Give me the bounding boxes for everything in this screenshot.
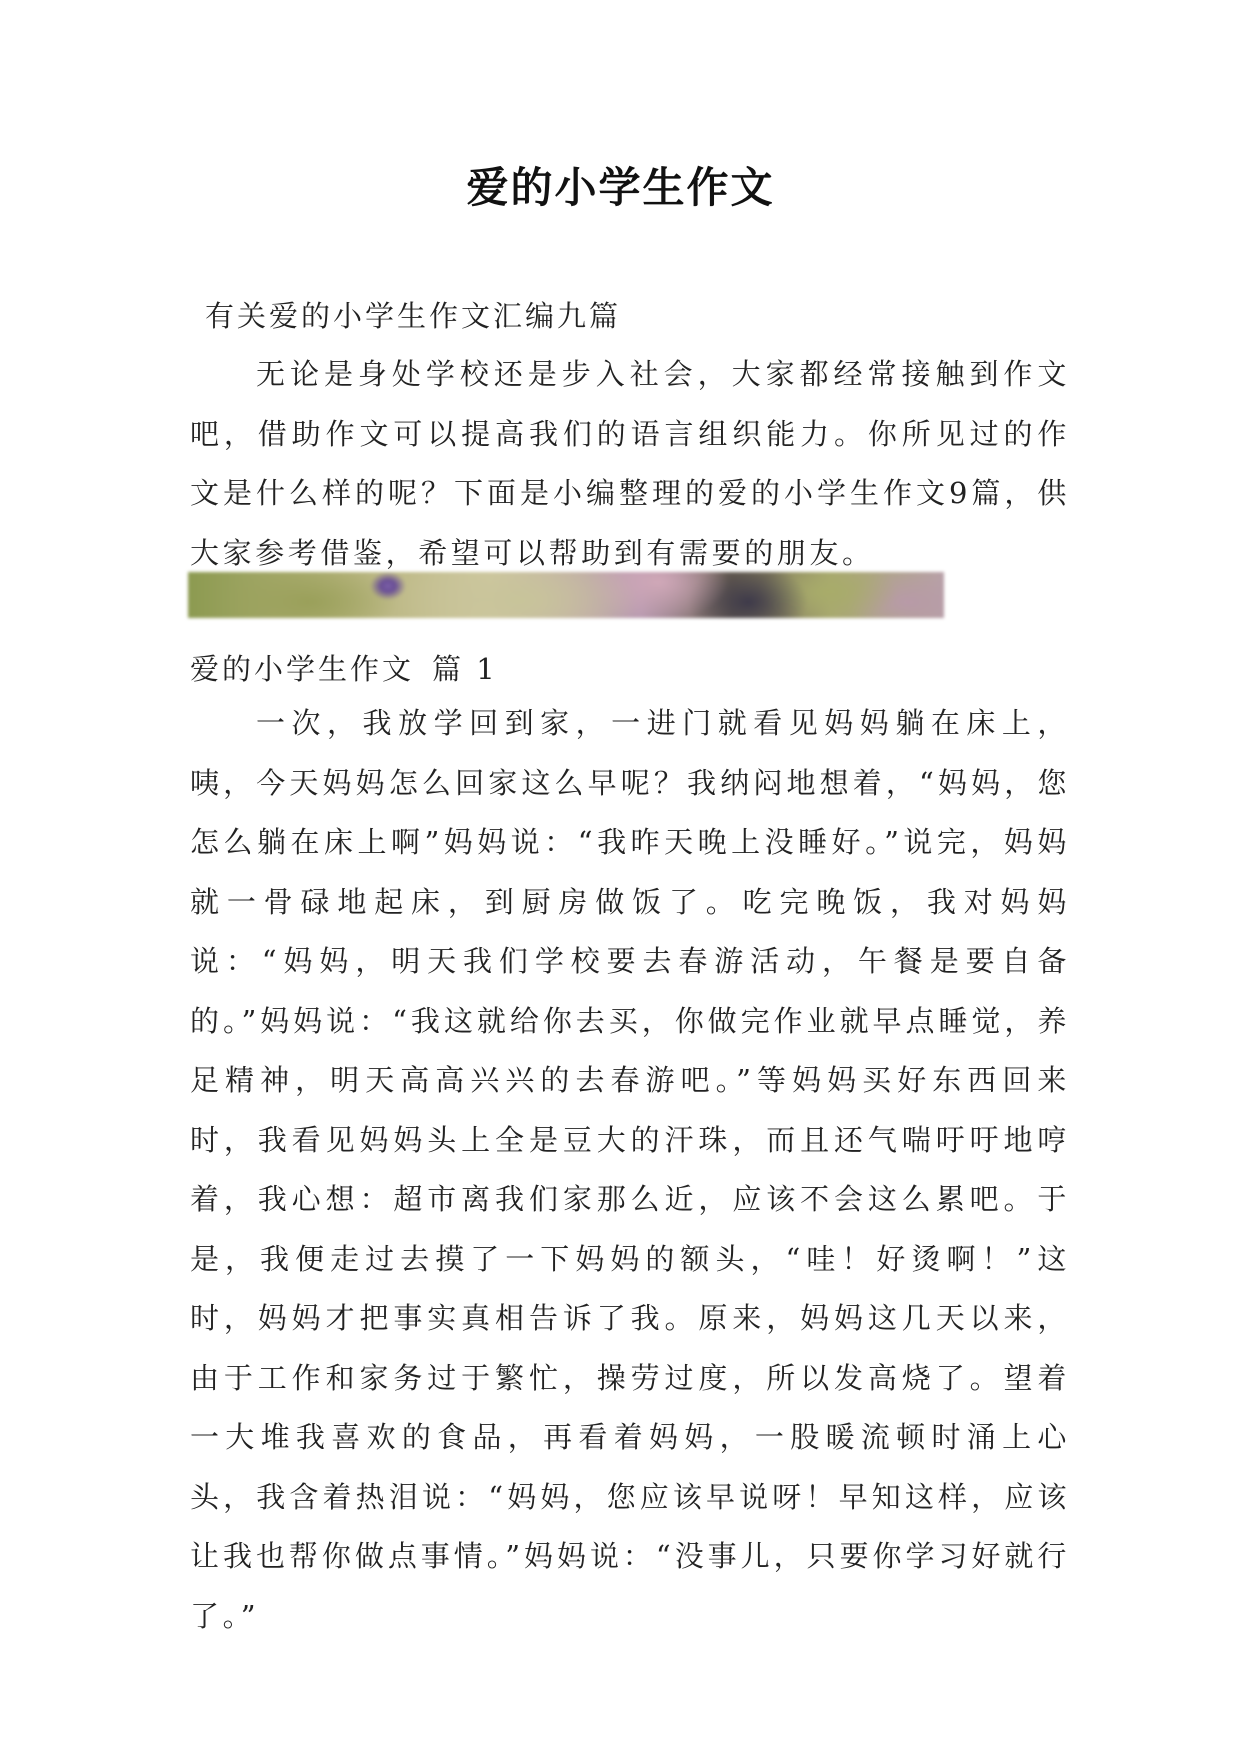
intro-paragraph: 无论是身处学校还是步入社会，大家都经常接触到作文吧，借助作文可以提高我们的语言组织能力。你所见过的作文是什么样的呢？下面是小编整理的爱的小学生作文9篇，供大家参考借鉴，希望可以帮助到有需要的朋友。	[190, 357, 1070, 570]
section-heading-number: 篇 1	[432, 652, 498, 686]
document-title: 爱的小学生作文	[466, 163, 775, 212]
document-subtitle: 有关爱的小学生作文汇编九篇	[205, 299, 622, 333]
section-heading	[190, 647, 498, 688]
section-body-paragraph: 一次，我放学回到家，一进门就看见妈妈躺在床上，咦，今天妈妈怎么回家这么早呢？我纳闷地想着，“妈妈，您怎么躺在床上啊”妈妈说：“我昨天晚上没睡好。”说完，妈妈就一骨碌地起床，到厨房做饭了。吃完晚饭，我对妈妈说：“妈妈，明天我们学校要去春游活动，午餐是要自备的。”妈妈说：“我这就给你去买，你做完作业就早点睡觉，养足精神，明天高高兴兴的去春游吧。”等妈妈买好东西回来时，我看见妈妈头上全是豆大的汗珠，而且还气喘吁吁地哼着，我心想：超市离我们家那么近，应该不会这么累吧。于是，我便走过去摸了一下妈妈的额头，“哇！好烫啊！”这时，妈妈才把事实真相告诉了我。原来，妈妈这几天以来，由于工作和家务过于繁忙，操劳过度，所以发高烧了。望着一大堆我喜欢的食品，再看着妈妈，一股暖流顿时涌上心头，我含着热泪说：“妈妈，您应该早说呀！早知这样，应该让我也帮你做点事情。”妈妈说：“没事儿，只要你学习好就行了。”	[190, 706, 1070, 1633]
banner-image	[188, 572, 944, 618]
section-heading-title: 爱的小学生作文	[190, 652, 415, 686]
